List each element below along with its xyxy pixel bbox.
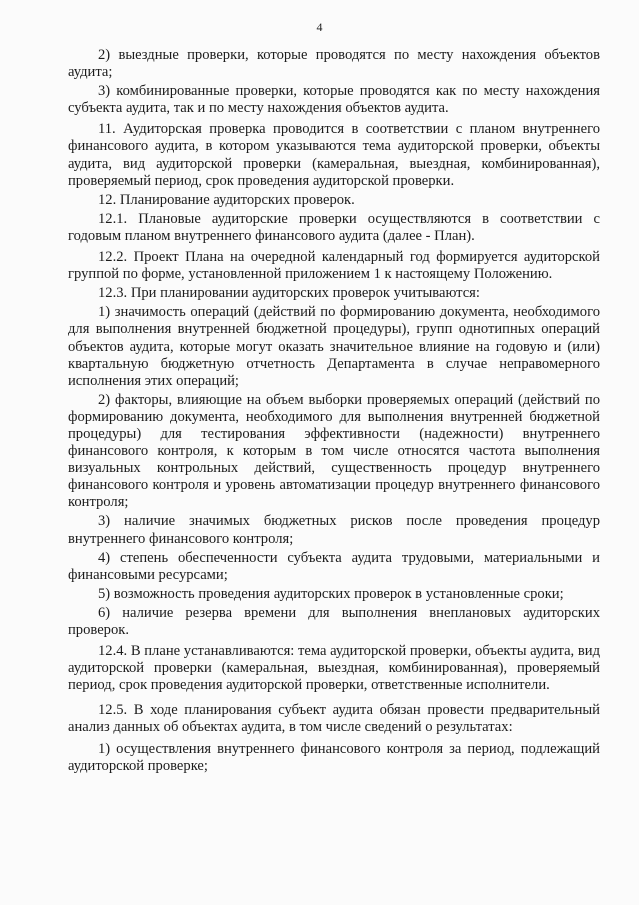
paragraph-11-audit-plan: 11. Аудиторская проверка проводится в соответствии с планом внутреннего финансового аудита, в котором указываются тема аудиторской проверки, объекты аудита, вид аудиторской проверки (камеральная, выездная, комбинированная), проверяемый период, срок проведения аудиторской проверки.	[68, 121, 600, 189]
document-body	[68, 47, 600, 775]
paragraph-item-2-sample-factors: 2) факторы, влияющие на объем выборки проверяемых операций (действий по формированию документа, необходимого для выполнения внутренней бюджетной процедуры) для тестирования эффективности (надежности) внутреннего финансового контроля, к которым в том числе относятся частота выполнения визуальных контрольных действий, существенность процедур внутреннего финансового контроля и уровень автоматизации процедур внутреннего финансового контроля;	[68, 391, 600, 511]
paragraph-12-3-considerations: 12.3. При планировании аудиторских проверок учитываются:	[98, 285, 480, 302]
paragraph-item-3-budget-risks: 3) наличие значимых бюджетных рисков после проведения процедур внутреннего финансового контроля;	[68, 513, 600, 547]
paragraph-12-2-draft-plan: 12.2. Проект Плана на очередной календарный год формируется аудиторской группой по форме, установленной приложением 1 к настоящему Положению.	[68, 249, 600, 283]
paragraph-12-1-scheduled-audits: 12.1. Плановые аудиторские проверки осуществляются в соответствии с годовым планом внутреннего финансового аудита (далее - План).	[68, 210, 600, 244]
paragraph-result-item-1: 1) осуществления внутреннего финансового контроля за период, подлежащий аудиторской проверке;	[68, 740, 600, 774]
paragraph-item-5-deadlines: 5) возможность проведения аудиторских проверок в установленные сроки;	[98, 585, 564, 602]
paragraph-item-4-resources: 4) степень обеспеченности субъекта аудита трудовыми, материальными и финансовыми ресурсами;	[68, 549, 600, 583]
paragraph-combined-audits: 3) комбинированные проверки, которые проводятся как по месту нахождения субъекта аудита, так и по месту нахождения объектов аудита.	[68, 83, 600, 117]
paragraph-12-4-plan-contents: 12.4. В плане устанавливаются: тема аудиторской проверки, объекты аудита, вид аудиторской проверки (камеральная, выездная, комбинированная), проверяемый период, срок проведения аудиторской проверки, ответственные исполнители.	[68, 643, 600, 694]
paragraph-12-5-preliminary-analysis: 12.5. В ходе планирования субъект аудита обязан провести предварительный анализ данных об объектах аудита, в том числе сведений о результатах:	[68, 702, 600, 736]
paragraph-item-6-time-reserve: 6) наличие резерва времени для выполнения внеплановых аудиторских проверок.	[68, 604, 600, 638]
paragraph-external-audits: 2) выездные проверки, которые проводятся по месту нахождения объектов аудита;	[68, 47, 600, 81]
paragraph-item-1-significance: 1) значимость операций (действий по формированию документа, необходимого для выполнения внутренней бюджетной процедуры), групп однотипных операций объектов аудита, которые могут оказать значительное влияние на годовую и (или) квартальную бюджетную отчетность Департамента в случае неправомерного исполнения этих операций;	[68, 304, 600, 389]
page-number: 4	[316, 20, 323, 34]
paragraph-12-planning: 12. Планирование аудиторских проверок.	[98, 191, 355, 208]
